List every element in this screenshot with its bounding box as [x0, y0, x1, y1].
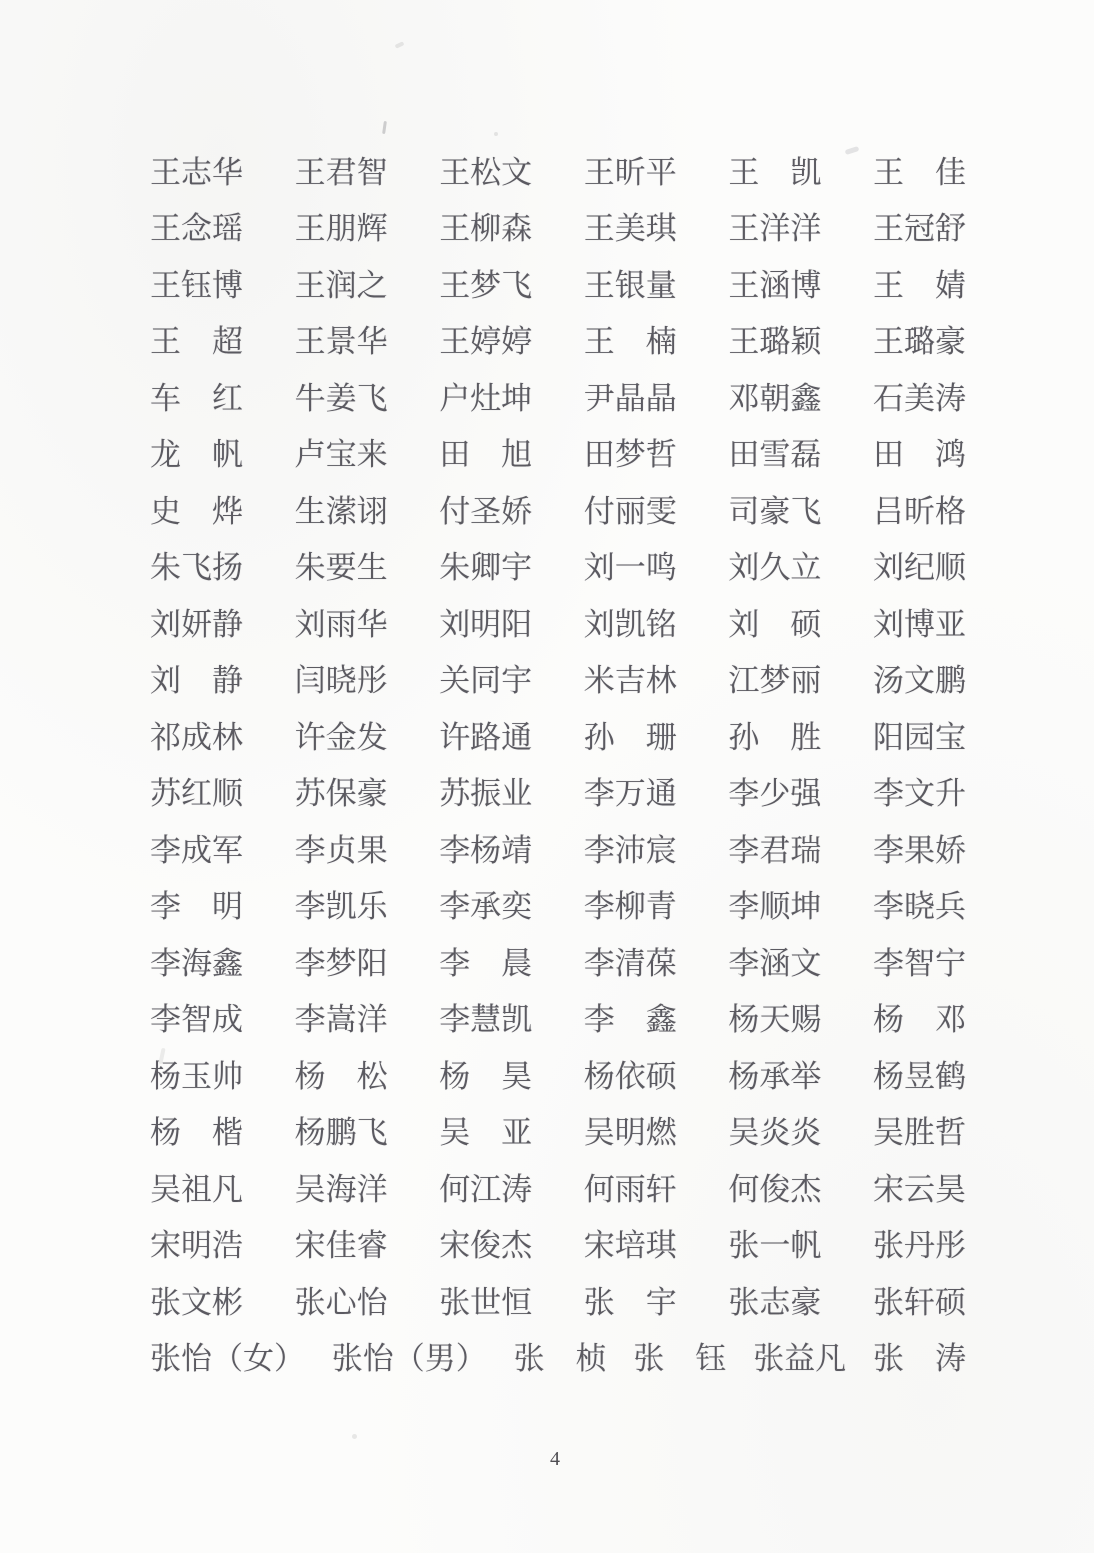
scan-artifact	[395, 41, 405, 48]
name-row	[150, 593, 966, 650]
name-cell: 邓朝鑫	[728, 380, 822, 416]
name-cell: 吴 亚	[439, 1115, 533, 1151]
name-cell: 杨 楷	[150, 1115, 243, 1151]
name-cell: 李涵文	[728, 945, 822, 981]
name-cell: 李 晨	[439, 945, 533, 981]
name-cell: 李万通	[583, 776, 677, 812]
scan-artifact	[352, 1434, 357, 1439]
name-cell: 吴祖凡	[150, 1171, 243, 1207]
name-cell: 李文升	[872, 776, 966, 812]
name-row	[150, 819, 966, 876]
name-cell: 张怡（女）	[150, 1341, 305, 1377]
name-cell: 张 涛	[872, 1341, 966, 1377]
name-cell: 米吉林	[583, 663, 677, 699]
name-cell: 田 鸿	[872, 437, 966, 473]
name-cell: 宋佳睿	[294, 1228, 388, 1264]
name-cell: 王润之	[294, 267, 388, 303]
name-grid	[150, 141, 966, 1384]
name-row	[150, 367, 966, 424]
name-cell: 尹晶晶	[583, 380, 677, 416]
name-cell: 朱要生	[294, 550, 388, 586]
name-cell: 李君瑞	[728, 832, 822, 868]
name-row	[150, 311, 966, 368]
name-cell: 刘纪顺	[872, 550, 966, 586]
name-row	[150, 480, 966, 537]
name-cell: 李智宁	[872, 945, 966, 981]
name-cell: 李海鑫	[150, 945, 243, 981]
name-cell: 户灶坤	[439, 380, 533, 416]
name-cell: 苏保豪	[294, 776, 388, 812]
name-cell: 王景华	[294, 324, 388, 360]
name-cell: 田 旭	[439, 437, 533, 473]
name-cell: 张文彬	[150, 1284, 243, 1320]
name-cell: 李慧凯	[439, 1002, 533, 1038]
name-cell: 苏红顺	[150, 776, 243, 812]
name-cell: 杨昱鹤	[872, 1058, 966, 1094]
name-cell: 宋云昊	[872, 1171, 966, 1207]
name-cell: 王柳森	[439, 211, 533, 247]
name-cell: 杨承举	[728, 1058, 822, 1094]
name-cell: 王美琪	[583, 211, 677, 247]
name-cell: 刘凯铭	[583, 606, 677, 642]
scan-artifact	[494, 132, 498, 136]
name-cell: 杨鹏飞	[294, 1115, 388, 1151]
name-cell: 李杨靖	[439, 832, 533, 868]
name-cell: 史 烨	[150, 493, 243, 529]
name-cell: 吴炎炎	[728, 1115, 822, 1151]
name-cell: 江梦丽	[728, 663, 822, 699]
name-cell: 许路通	[439, 719, 533, 755]
name-cell: 王 凯	[728, 154, 822, 190]
name-cell: 汤文鹏	[872, 663, 966, 699]
name-cell: 石美涛	[872, 380, 966, 416]
name-cell: 王梦飞	[439, 267, 533, 303]
name-cell: 付丽雯	[583, 493, 677, 529]
name-cell: 王松文	[439, 154, 533, 190]
name-cell: 杨玉帅	[150, 1058, 243, 1094]
name-cell: 杨 邓	[872, 1002, 966, 1038]
name-cell: 许金发	[294, 719, 388, 755]
name-cell: 刘一鸣	[583, 550, 677, 586]
name-row	[150, 1102, 966, 1159]
name-cell: 李贞果	[294, 832, 388, 868]
name-row	[150, 706, 966, 763]
name-cell: 何雨轩	[583, 1171, 677, 1207]
name-row	[150, 198, 966, 255]
name-cell: 吴胜哲	[872, 1115, 966, 1151]
name-cell: 张益凡	[753, 1341, 847, 1377]
name-cell: 张一帆	[728, 1228, 822, 1264]
scan-artifact	[382, 121, 387, 134]
name-cell: 张丹彤	[872, 1228, 966, 1264]
name-cell: 李梦阳	[294, 945, 388, 981]
name-cell: 车 红	[150, 380, 243, 416]
name-cell: 张心怡	[294, 1284, 388, 1320]
name-cell: 关同宇	[439, 663, 533, 699]
name-cell: 杨 松	[294, 1058, 388, 1094]
name-cell: 李果娇	[872, 832, 966, 868]
name-cell: 张怡（男）	[331, 1341, 487, 1377]
name-cell: 朱卿宇	[439, 550, 533, 586]
name-cell: 牛姜飞	[294, 380, 388, 416]
name-cell: 吴海洋	[294, 1171, 388, 1207]
name-cell: 吕昕格	[872, 493, 966, 529]
name-cell: 刘博亚	[872, 606, 966, 642]
name-cell: 何江涛	[439, 1171, 533, 1207]
name-cell: 杨 昊	[439, 1058, 533, 1094]
name-row	[150, 1045, 966, 1102]
name-cell: 生潆诩	[294, 493, 388, 529]
name-cell: 王璐颖	[728, 324, 822, 360]
name-cell: 阳园宝	[872, 719, 966, 755]
name-cell: 闫晓彤	[294, 663, 388, 699]
name-cell: 张 桢	[513, 1341, 607, 1377]
name-row	[150, 537, 966, 594]
name-cell: 王冠舒	[872, 211, 966, 247]
name-cell: 张轩硕	[872, 1284, 966, 1320]
name-row	[150, 876, 966, 933]
name-cell: 刘久立	[728, 550, 822, 586]
name-cell: 刘明阳	[439, 606, 533, 642]
name-row	[150, 424, 966, 481]
name-cell: 王 婧	[872, 267, 966, 303]
name-cell: 李晓兵	[872, 889, 966, 925]
name-cell: 宋明浩	[150, 1228, 243, 1264]
name-cell: 张世恒	[439, 1284, 533, 1320]
name-cell: 龙 帆	[150, 437, 243, 473]
name-cell: 朱飞扬	[150, 550, 243, 586]
name-cell: 王念瑶	[150, 211, 243, 247]
name-cell: 李清葆	[583, 945, 677, 981]
name-cell: 李承奕	[439, 889, 533, 925]
name-row	[150, 1328, 966, 1385]
name-row	[150, 989, 966, 1046]
name-cell: 何俊杰	[728, 1171, 822, 1207]
name-cell: 卢宝来	[294, 437, 388, 473]
name-cell: 孙 胜	[728, 719, 822, 755]
name-cell: 王洋洋	[728, 211, 822, 247]
name-cell: 祁成林	[150, 719, 243, 755]
name-cell: 宋俊杰	[439, 1228, 533, 1264]
name-cell: 苏振业	[439, 776, 533, 812]
name-cell: 杨依硕	[583, 1058, 677, 1094]
name-cell: 王璐豪	[872, 324, 966, 360]
name-cell: 王 楠	[583, 324, 677, 360]
name-cell: 王 超	[150, 324, 243, 360]
name-cell: 李嵩洋	[294, 1002, 388, 1038]
name-row	[150, 1271, 966, 1328]
name-row	[150, 254, 966, 311]
name-cell: 王朋辉	[294, 211, 388, 247]
name-cell: 王君智	[294, 154, 388, 190]
name-cell: 王志华	[150, 154, 243, 190]
name-cell: 李 明	[150, 889, 243, 925]
name-cell: 刘雨华	[294, 606, 388, 642]
name-cell: 王银量	[583, 267, 677, 303]
name-cell: 王涵博	[728, 267, 822, 303]
name-cell: 王 佳	[872, 154, 966, 190]
name-cell: 刘 硕	[728, 606, 822, 642]
name-cell: 李凯乐	[294, 889, 388, 925]
name-cell: 孙 珊	[583, 719, 677, 755]
name-cell: 李成军	[150, 832, 243, 868]
name-cell: 宋培琪	[583, 1228, 677, 1264]
name-cell: 李智成	[150, 1002, 243, 1038]
page-number: 4	[550, 1448, 560, 1470]
name-cell: 王钰博	[150, 267, 243, 303]
name-row	[150, 650, 966, 707]
name-cell: 王婷婷	[439, 324, 533, 360]
name-cell: 杨天赐	[728, 1002, 822, 1038]
name-row	[150, 141, 966, 198]
name-cell: 李柳青	[583, 889, 677, 925]
name-row	[150, 1158, 966, 1215]
name-cell: 吴明燃	[583, 1115, 677, 1151]
name-cell: 李顺坤	[728, 889, 822, 925]
name-cell: 张志豪	[728, 1284, 822, 1320]
name-cell: 付圣娇	[439, 493, 533, 529]
name-cell: 张 宇	[583, 1284, 677, 1320]
name-cell: 王昕平	[583, 154, 677, 190]
name-cell: 田雪磊	[728, 437, 822, 473]
name-cell: 司豪飞	[728, 493, 822, 529]
name-cell: 李沛宸	[583, 832, 677, 868]
name-cell: 李少强	[728, 776, 822, 812]
name-row	[150, 1215, 966, 1272]
name-cell: 刘妍静	[150, 606, 243, 642]
name-cell: 张 钰	[633, 1341, 727, 1377]
name-cell: 田梦哲	[583, 437, 677, 473]
name-row	[150, 932, 966, 989]
name-cell: 李 鑫	[583, 1002, 677, 1038]
name-cell: 刘 静	[150, 663, 243, 699]
name-row	[150, 763, 966, 820]
